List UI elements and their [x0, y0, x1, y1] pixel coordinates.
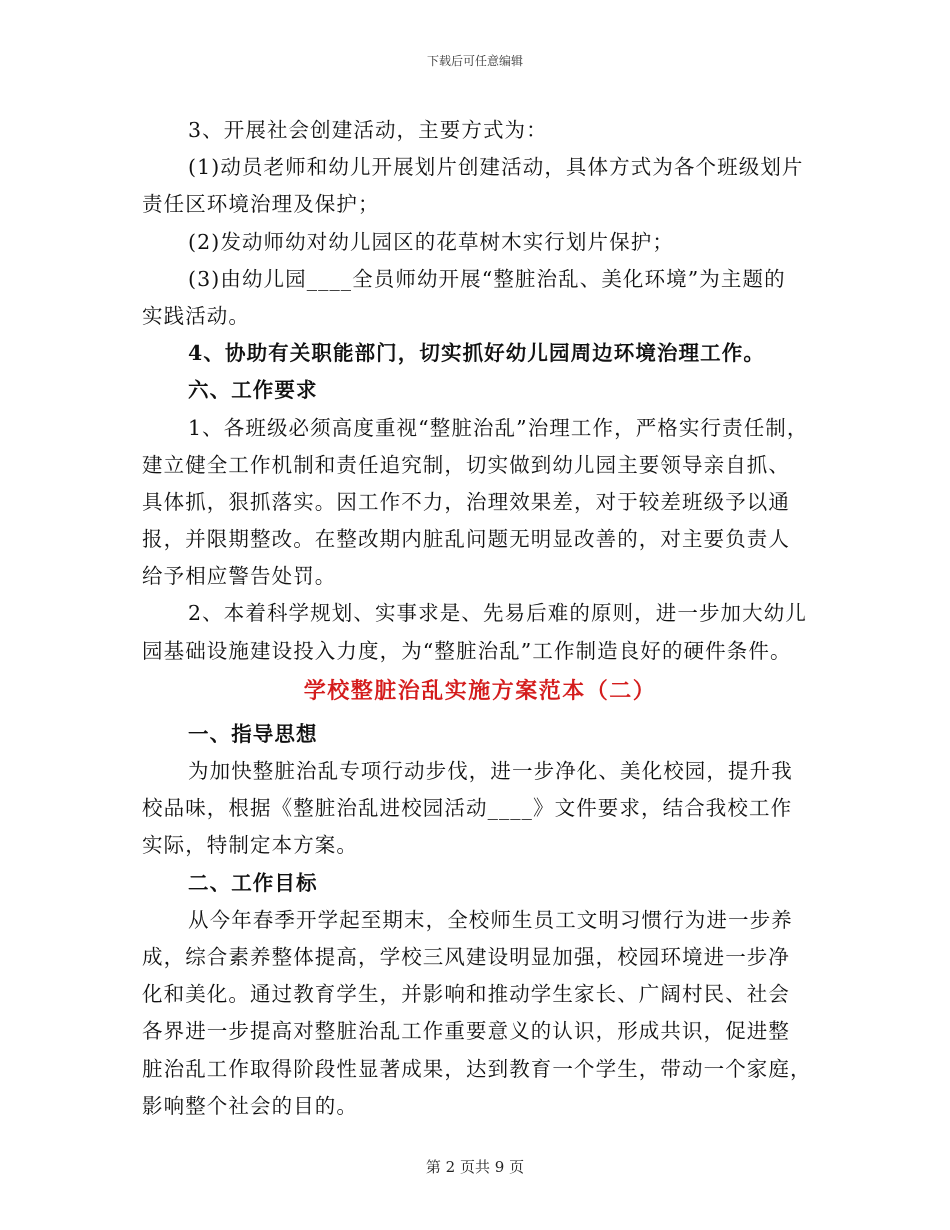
paragraph-line: 建立健全工作机制和责任追究制，切实做到幼儿园主要领导亲自抓、 — [142, 452, 790, 477]
section-heading: 六、工作要求 — [188, 378, 318, 403]
paragraph-line: 校品味，根据《整脏治乱进校园活动____》文件要求，结合我校工作 — [142, 796, 793, 821]
paragraph-line: 2、本着科学规划、实事求是、先易后难的原则，进一步加大幼儿 — [188, 601, 807, 626]
paragraph-line: 报，并限期整改。在整改期内脏乱问题无明显改善的，对主要负责人 — [142, 527, 790, 552]
paragraph-line: 成，综合素养整体提高，学校三风建设明显加强，校园环境进一步净 — [142, 944, 790, 969]
paragraph-line: (3)由幼儿园____全员师幼开展“整脏治乱、美化环境”为主题的 — [188, 266, 786, 291]
paragraph-line: 从今年春季开学起至期末，全校师生员工文明习惯行为进一步养 — [188, 907, 793, 932]
page-footer: 第 2 页共 9 页 — [425, 1158, 525, 1176]
paragraph-line: 具体抓，狠抓落实。因工作不力，治理效果差，对于较差班级予以通 — [142, 489, 790, 514]
paragraph-line: 影响整个社会的目的。 — [142, 1093, 358, 1118]
section-heading: 二、工作目标 — [188, 870, 318, 895]
paragraph-line: 责任区环境治理及保护； — [142, 192, 380, 217]
document-body — [142, 112, 818, 1125]
paragraph-line: 各界进一步提高对整脏治乱工作重要意义的认识，形成共识，促进整 — [142, 1019, 790, 1044]
paragraph-line: 实际，特制定本方案。 — [142, 833, 358, 858]
section-heading: 一、指导思想 — [188, 721, 318, 746]
paragraph-line: 为加快整脏治乱专项行动步伐，进一步净化、美化校园，提升我 — [188, 759, 793, 783]
paragraph-line: 园基础设施建设投入力度，为“整脏治乱”工作制造良好的硬件条件。 — [142, 638, 792, 663]
page-header: 下载后可任意编辑 — [426, 54, 523, 68]
paragraph-line: 化和美化。通过教育学生，并影响和推动学生家长、广阔村民、社会 — [142, 982, 790, 1007]
paragraph-line: 实践活动。 — [142, 303, 250, 328]
paragraph-line: 4、协助有关职能部门，切实抓好幼儿园周边环境治理工作。 — [188, 341, 765, 366]
paragraph-line: 给予相应警告处罚。 — [142, 564, 337, 589]
paragraph-line: 1、各班级必须高度重视“整脏治乱”治理工作，严格实行责任制， — [188, 415, 809, 440]
paragraph-line: 3、开展社会创建活动，主要方式为： — [188, 118, 548, 142]
paragraph-line: (2)发动师幼对幼儿园区的花草树木实行划片保护； — [188, 229, 674, 254]
paragraph-line: (1)动员老师和幼儿开展划片创建活动，具体方式为各个班级划片 — [188, 155, 804, 180]
document-title: 学校整脏治乱实施方案范本（二） — [303, 678, 657, 704]
paragraph-line: 脏治乱工作取得阶段性显著成果，达到教育一个学生，带动一个家庭， — [142, 1056, 812, 1081]
